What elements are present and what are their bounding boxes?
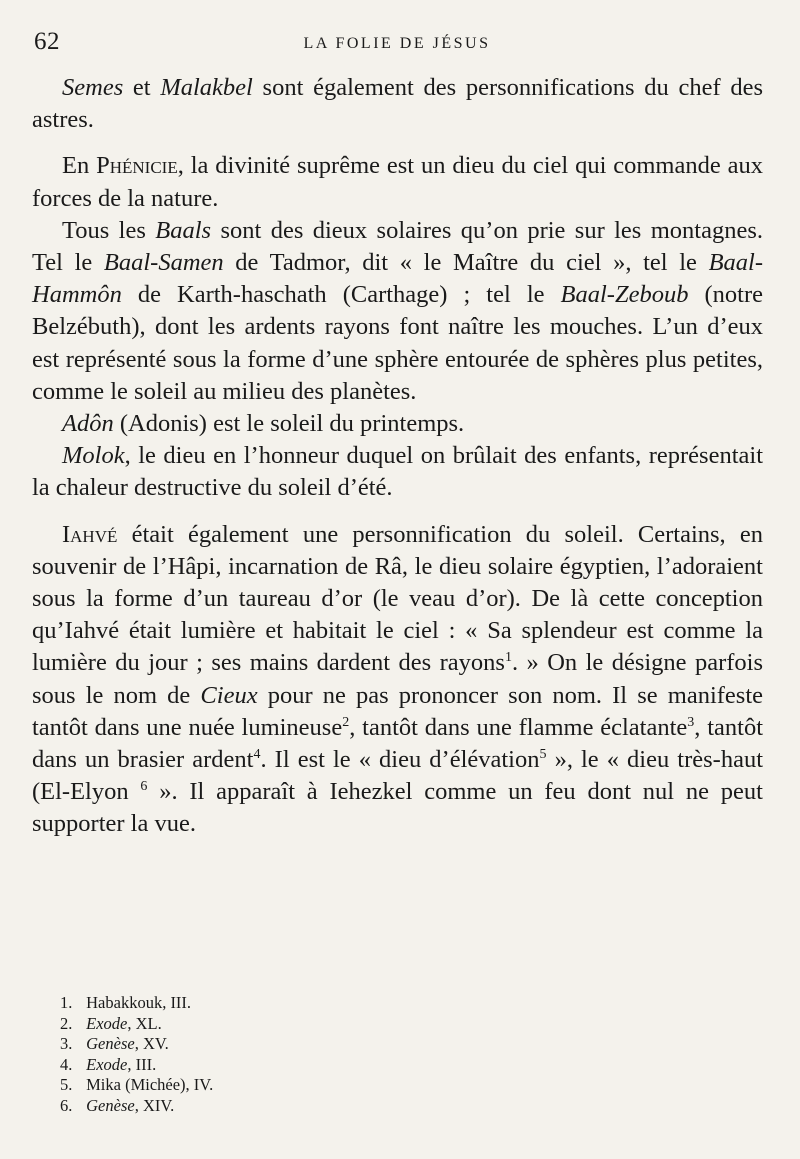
footnote-number: 2. — [60, 1013, 73, 1033]
name-iahve: Iahvé — [62, 520, 118, 548]
name-adon: Adôn — [62, 410, 114, 438]
text-run: pour ne pas prononcer son nom. Il se manifeste tantôt dans une nuée lumineuse — [32, 681, 763, 741]
footnote-book: Genèse — [86, 1095, 135, 1115]
name-semes: Semes — [62, 74, 124, 101]
footnote — [60, 1034, 560, 1055]
paragraph-6 — [32, 519, 763, 841]
footnote-ref-1: 1 — [504, 650, 512, 666]
text-run: de Tadmor, dit « le Maître du ciel », tel le — [223, 249, 709, 277]
footnote-text: , XL. — [127, 1013, 162, 1033]
text-run: , la divinité suprême est un dieu du ciel qui commande aux forces de la nature. — [32, 152, 763, 212]
text-run: de Karth-haschath (Carthage) ; tel le — [121, 281, 561, 309]
footnote — [60, 1055, 560, 1076]
running-title: LA FOLIE DE JÉSUS — [303, 35, 491, 52]
paragraph-1 — [32, 72, 763, 136]
name-phenicie: Phénicie — [96, 152, 178, 180]
footnote — [60, 1075, 560, 1096]
footnote-book: Exode — [86, 1013, 128, 1033]
footnote-text: Habakkouk, III. — [86, 993, 192, 1012]
text-run: (Adonis) est le soleil du printemps. — [113, 410, 465, 438]
footnote-number: 6. — [60, 1095, 73, 1115]
text-run: », le « dieu très-haut (El-Elyon — [32, 746, 764, 806]
text-run: était également une personnification du soleil. Certains, en souvenir de l’Hâpi, incarnation de Râ, le dieu solaire égyptien, l’adoraient sous la forme d’un taureau d’or (le veau d’or). De là cette conception qu’Iahvé était lumière et habitait le ciel : « Sa splendeur est comme la lumière du jour ; ses mains dardent des rayons — [32, 520, 763, 677]
footnotes — [60, 993, 560, 1117]
footnote-ref-3: 3 — [687, 714, 695, 730]
text-run: . Il est le « dieu d’élévation — [260, 746, 540, 774]
footnote-ref-5: 5 — [539, 747, 547, 763]
name-cieux: Cieux — [200, 681, 258, 709]
page-number: 62 — [34, 28, 60, 55]
paragraph-4 — [32, 408, 763, 440]
footnote-text: , XIV. — [134, 1095, 175, 1115]
footnote-book: Genèse — [86, 1034, 135, 1054]
footnote-number: 4. — [60, 1054, 73, 1074]
page-header — [34, 28, 760, 64]
footnote-text: Mika (Michée), IV. — [86, 1075, 214, 1095]
paragraph-5 — [32, 440, 763, 504]
text-run: , tantôt dans une flamme éclatante — [349, 713, 688, 741]
footnote-book: Exode — [86, 1054, 128, 1074]
footnote-ref-2: 2 — [342, 714, 350, 730]
footnote — [60, 1014, 560, 1035]
text-run: ». Il apparaît à Iehezkel comme un feu dont nul ne peut supporter la vue. — [32, 778, 763, 838]
paragraph-3 — [32, 215, 763, 408]
body-text — [32, 72, 763, 841]
text-run: . » On le désigne parfois sous le nom de — [32, 649, 763, 709]
name-molok: Molok — [62, 442, 125, 470]
footnote-number: 3. — [60, 1034, 73, 1054]
footnote-number: 1. — [60, 993, 73, 1012]
text-run: En — [62, 152, 97, 180]
name-malakbel: Malakbel — [160, 74, 253, 101]
footnote-ref-4: 4 — [253, 747, 261, 763]
text-run: Tous les — [62, 216, 156, 244]
text-run: (notre Belzébuth), dont les ardents rayons font naître les mouches. L’un d’eux est représenté sous la forme d’une sphère entourée de sphères plus petites, comme le soleil au milieu des planètes. — [32, 281, 763, 405]
text-run: et — [123, 74, 161, 101]
text-run: , le dieu en l’honneur duquel on brûlait des enfants, représentait la chaleur destructive du soleil d’été. — [32, 442, 763, 502]
name-baal-zeboub: Baal-Zeboub — [560, 281, 689, 309]
paragraph-2 — [32, 150, 763, 214]
footnote-number: 5. — [60, 1075, 73, 1095]
text-run: sont des dieux solaires qu’on prie sur les montagnes. Tel le — [32, 216, 763, 277]
footnote-ref-6: 6 — [140, 779, 148, 795]
text-run: , tantôt dans un brasier ardent — [32, 713, 763, 774]
footnote-text: , XV. — [134, 1034, 169, 1054]
footnote-text: , III. — [127, 1054, 157, 1074]
footnote — [60, 993, 560, 1014]
name-baal-samen: Baal-Samen — [103, 249, 224, 277]
name-baals: Baals — [155, 216, 212, 244]
text-run: sont également des personnifications du chef des astres. — [32, 74, 763, 134]
footnote — [60, 1096, 560, 1117]
name-baal-hammon: Baal-Hammôn — [32, 249, 763, 309]
